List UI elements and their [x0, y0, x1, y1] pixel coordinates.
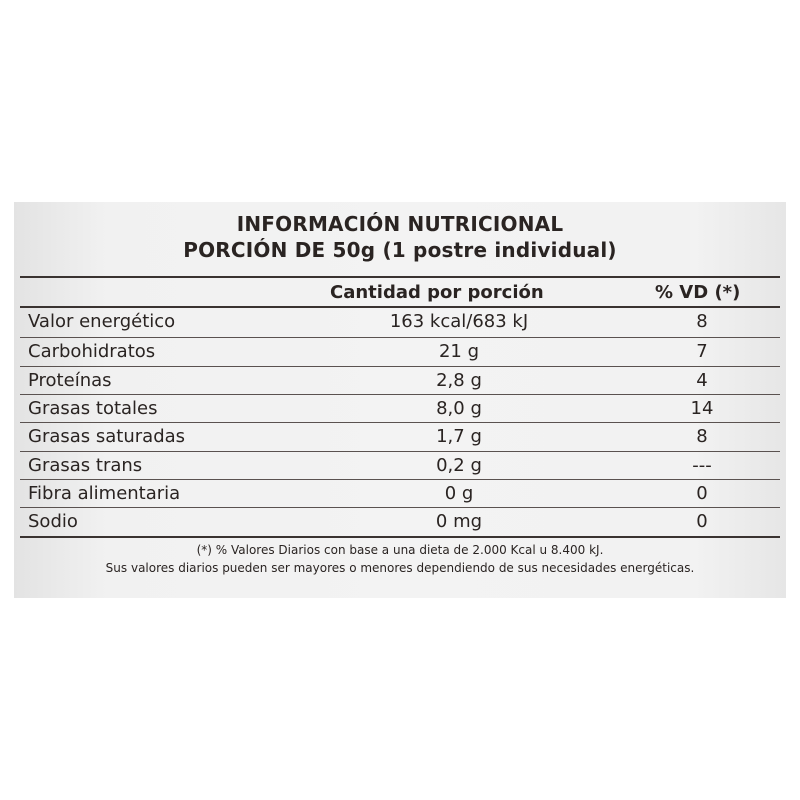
- nutrient-vd: 4: [696, 370, 708, 391]
- nutrient-vd: 8: [696, 311, 708, 332]
- bottom-divider: [20, 536, 780, 538]
- table-row: [14, 508, 786, 536]
- nutrient-amount: 163 kcal/683 kJ: [389, 311, 529, 332]
- table-row: [14, 452, 786, 480]
- nutrient-amount: 0 g: [444, 483, 474, 504]
- nutrient-name: Sodio: [28, 511, 78, 532]
- label-subtitle: PORCIÓN DE 50g (1 postre individual): [183, 238, 617, 262]
- nutrient-name: Fibra alimentaria: [28, 483, 181, 504]
- nutrient-amount: 0,2 g: [436, 455, 482, 476]
- table-row: [14, 395, 786, 423]
- table-row: [14, 480, 786, 508]
- table-row: [14, 367, 786, 395]
- nutrient-amount: 1,7 g: [436, 426, 482, 447]
- nutrient-name: Grasas saturadas: [28, 426, 186, 447]
- table-row: [14, 423, 786, 451]
- column-header-amount: Cantidad por porción: [330, 282, 544, 303]
- column-header-vd: % VD (*): [655, 282, 741, 303]
- footnote-daily-values: (*) % Valores Diarios con base a una dieta de 2.000 Kcal u 8.400 kJ.: [196, 543, 604, 557]
- nutrient-amount: 8,0 g: [436, 398, 482, 419]
- nutrient-vd: 7: [696, 341, 708, 362]
- nutrient-name: Grasas totales: [28, 398, 158, 419]
- nutrient-vd: 0: [696, 511, 708, 532]
- nutrient-amount: 0 mg: [435, 511, 483, 532]
- nutrient-name: Carbohidratos: [28, 341, 156, 362]
- label-title: INFORMACIÓN NUTRICIONAL: [236, 212, 564, 236]
- nutrient-vd: 8: [696, 426, 708, 447]
- nutrient-name: Valor energético: [28, 311, 176, 332]
- nutrient-name: Grasas trans: [28, 455, 143, 476]
- table-row: [14, 308, 786, 336]
- table-row: [14, 338, 786, 366]
- top-divider: [20, 276, 780, 278]
- nutrition-label: [14, 202, 786, 598]
- nutrient-amount: 21 g: [438, 341, 480, 362]
- nutrient-name: Proteínas: [28, 370, 112, 391]
- nutrient-vd: 14: [690, 398, 714, 419]
- footnote-disclaimer: Sus valores diarios pueden ser mayores o menores dependiendo de sus necesidades energéticas.: [105, 561, 695, 575]
- nutrient-vd: 0: [696, 483, 708, 504]
- nutrient-amount: 2,8 g: [436, 370, 482, 391]
- nutrient-vd: ---: [692, 455, 712, 476]
